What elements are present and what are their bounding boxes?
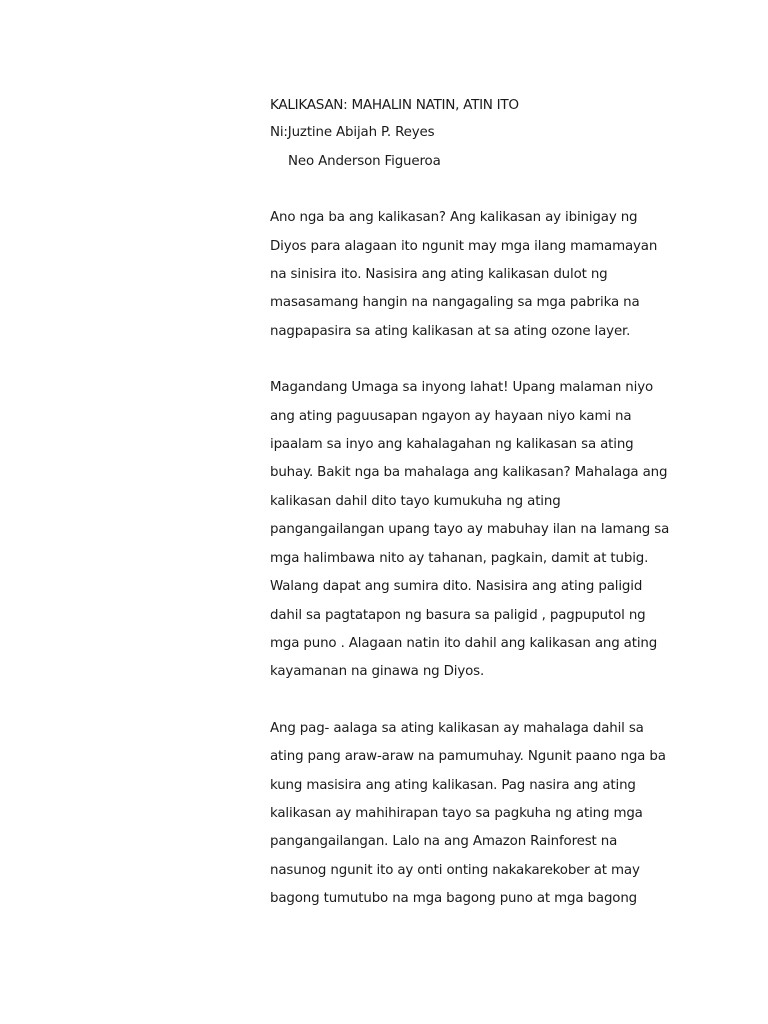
text-line: mga halimbawa nito ay tahanan, pagkain, damit at tubig. bbox=[270, 550, 649, 566]
text-line: masasamang hangin na nangagaling sa mga pabrika na bbox=[270, 295, 640, 311]
paragraph-spacer bbox=[270, 346, 700, 374]
paragraph-spacer bbox=[270, 176, 700, 204]
text-line: Ang pag- aalaga sa ating kalikasan ay mahalaga dahil sa bbox=[270, 720, 644, 736]
text-line: dahil sa pagtatapon ng basura sa paligid , pagpuputol ng bbox=[270, 607, 646, 623]
document-title: KALIKASAN: MAHALIN NATIN, ATIN ITO bbox=[270, 97, 519, 113]
paragraph-spacer bbox=[270, 687, 700, 715]
text-line: ipaalam sa inyo ang kahalagahan ng kalikasan sa ating bbox=[270, 437, 634, 453]
text-line: nagpapasira sa ating kalikasan at sa ating ozone layer. bbox=[270, 323, 631, 339]
text-line: kung masisira ang ating kalikasan. Pag nasira ang ating bbox=[270, 777, 636, 793]
paragraph-3 bbox=[270, 715, 700, 914]
text-line: Magandang Umaga sa inyong lahat! Upang malaman niyo bbox=[270, 380, 654, 396]
text-line: kalikasan dahil dito tayo kumukuha ng ating bbox=[270, 493, 561, 509]
text-line: pangangailangan upang tayo ay mabuhay ilan na lamang sa bbox=[270, 522, 670, 538]
text-line: nasunog ngunit ito ay onti onting nakakarekober at may bbox=[270, 862, 640, 878]
text-line: buhay. Bakit nga ba mahalaga ang kalikasan? Mahalaga ang bbox=[270, 465, 668, 481]
text-line: pangangailangan. Lalo na ang Amazon Rainforest na bbox=[270, 834, 618, 850]
author-line: Neo Anderson Figueroa bbox=[288, 153, 441, 169]
text-line: mga puno . Alagaan natin ito dahil ang kalikasan ang ating bbox=[270, 635, 658, 651]
document-page bbox=[270, 91, 700, 914]
text-line: ang ating paguusapan ngayon ay hayaan niyo kami na bbox=[270, 408, 632, 424]
paragraph-2 bbox=[270, 374, 700, 686]
text-line: na sinisira ito. Nasisira ang ating kalikasan dulot ng bbox=[270, 267, 608, 283]
text-line: Walang dapat ang sumira dito. Nasisira ang ating paligid bbox=[270, 579, 643, 595]
text-line: Ano nga ba ang kalikasan? Ang kalikasan ay ibinigay ng bbox=[270, 210, 638, 226]
text-line: bagong tumutubo na mga bagong puno at mga bagong bbox=[270, 891, 638, 907]
paragraph-1 bbox=[270, 204, 700, 346]
author-line: Ni:Juztine Abijah P. Reyes bbox=[270, 125, 435, 141]
text-line: ating pang araw-araw na pamumuhay. Ngunit paano nga ba bbox=[270, 749, 666, 765]
text-line: kayamanan na ginawa ng Diyos. bbox=[270, 664, 485, 680]
text-line: Diyos para alagaan ito ngunit may mga ilang mamamayan bbox=[270, 238, 658, 254]
text-line: kalikasan ay mahihirapan tayo sa pagkuha ng ating mga bbox=[270, 805, 643, 821]
